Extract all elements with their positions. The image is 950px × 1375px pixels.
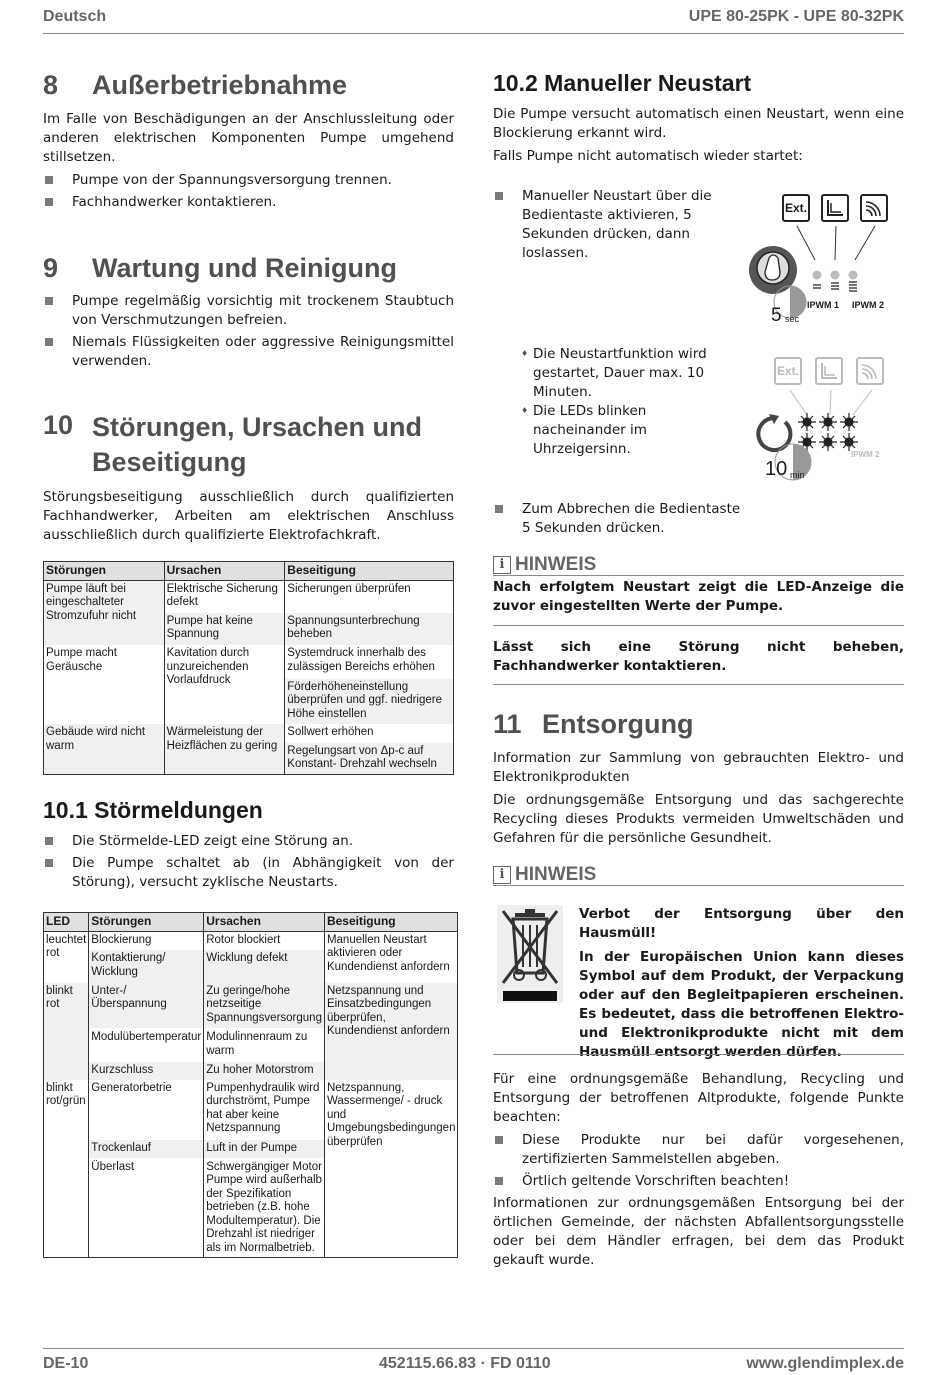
table-row: Trockenlauf Luft in der Pumpe <box>44 1140 458 1159</box>
ext-key-icon: Ext. <box>782 194 810 222</box>
minutes-unit: min <box>790 470 805 480</box>
ext-key-icon: Ext. <box>774 357 802 385</box>
disposal-warning-text: In der Europäischen Union kann dieses Symbol auf dem Produkt, der Verpackung oder auf den Begleitpapieren erscheinen. Es bedeutet, dass die betroffenen Elektro- und Elektronikprodukte nicht mit dem Hausmüll entsorgt werden dürfen. <box>579 949 904 1060</box>
list-item: Pumpe von der Spannungsversorgung trennen. <box>43 171 454 190</box>
paragraph: Informationen zur ordnungsgemäßen Entsorgung bei der örtlichen Gemeinde, der nächsten Abfallentsorgungsstelle oder bei dem Händler erfragen, bei dem das Produkt gekauft wurde. <box>493 1195 904 1268</box>
info-icon: i <box>493 866 511 884</box>
section-8-list <box>43 171 454 212</box>
restart-result-list <box>521 345 734 459</box>
paragraph: Information zur Sammlung von gebrauchten Elektro- und Elektronikprodukten <box>493 750 904 785</box>
ipwm1-label: IPWM 1 <box>807 300 840 310</box>
section-8 <box>43 70 454 215</box>
crossed-bin-icon <box>497 905 563 1003</box>
page-footer <box>43 1348 904 1375</box>
section-10-text: Störungsbeseitigung ausschließlich durch qualifizierten Fachhandwerker, Arbeiten am elektrischen Anschluss ausschließlich durch qualifizierte Elektrofachkraft. <box>43 489 454 543</box>
paragraph: Die ordnungsgemäße Entsorgung und das sachgerechte Recycling dieses Produkts vermeiden Umweltschäden und Gefahren für die persönliche Gesundheit. <box>493 792 904 846</box>
list-item: Manueller Neustart über die Bedientaste aktivieren, 5 Sekunden drücken, dann loslassen. <box>493 187 736 263</box>
footer-page-number: DE-10 <box>43 1355 89 1372</box>
list-item: Fachhandwerker kontaktieren. <box>43 193 454 212</box>
section-10-1 <box>43 797 454 895</box>
disposal-warning <box>579 905 904 1062</box>
paragraph: Für eine ordnungsgemäße Behandlung, Recycling und Entsorgung der betroffenen Altprodukte, folgende Punkte beachten: <box>493 1071 904 1125</box>
table-row: Gebäude wird nicht warm Wärmeleistung der Heizflächen zu gering Sollwert erhöhen <box>44 724 454 742</box>
table-row: leuchtet rot Blockierung Rotor blockiert Manuellen Neustart aktivieren oder Kundendienst anfordern <box>44 931 458 950</box>
table-row: Kurzschluss Zu hoher Motorstrom <box>44 1062 458 1080</box>
cancel-step-list <box>493 500 753 541</box>
section-10-2 <box>493 70 904 166</box>
table-row: Pumpe läuft bei eingeschalteter Stromzufuhr nicht Elektrische Sicherung defekt Sicherungen überprüfen <box>44 580 454 612</box>
restart-running-figure <box>745 350 905 490</box>
section-9-list <box>43 292 454 371</box>
list-item: Die Störmelde-LED zeigt eine Störung an. <box>43 832 454 851</box>
list-item: Niemals Flüssigkeiten oder aggressive Reinigungsmittel verwenden. <box>43 333 454 371</box>
header-model: UPE 80-25PK - UPE 80-32PK <box>688 8 904 25</box>
table-header: Ursachen <box>164 562 285 581</box>
divider <box>493 684 904 687</box>
pointer-lines <box>745 190 905 335</box>
section-11 <box>493 709 904 848</box>
table-row: blinkt rot/grün Generatorbetrie Pumpenhydraulik wird durchströmt, Pumpe hat aber keine Netzspannung Netzspannung, Wassermenge/ - druck und Umgebungsbedingungen überprüfen <box>44 1080 458 1140</box>
table-header: Störungen <box>89 913 204 932</box>
list-item: Zum Abbrechen die Bedientaste 5 Sekunden drücken. <box>493 500 753 538</box>
list-item: ♦ Die LEDs blinken nacheinander im Uhrzeigersinn. <box>521 402 734 459</box>
table-header: LED <box>44 913 89 932</box>
info-icon: i <box>493 556 511 574</box>
table-header: Ursachen <box>204 913 325 932</box>
note-disposal <box>493 864 904 886</box>
section-9 <box>43 253 454 374</box>
paragraph: Falls Pumpe nicht automatisch wieder startet: <box>493 148 803 164</box>
section-10-1-list <box>43 832 454 892</box>
restart-step-list <box>493 187 736 266</box>
list-item: ♦ Die Neustartfunktion wird gestartet, Dauer max. 10 Minuten. <box>521 345 734 402</box>
header-language: Deutsch <box>43 8 107 25</box>
table-row: blinkt rot Unter-/Überspannung Zu geringe/hohe netzseitige Spannungsversorgung Netzspannung und Einsatzbedingungen überprüfen, Kundendienst anfordern <box>44 983 458 1029</box>
minutes-number: 10 <box>765 458 788 480</box>
table-row: Pumpe macht Geräusche Kavitation durch unzureichenden Vorlaufdruck Systemdruck innerhalb des zulässigen Bereichs erhöhen <box>44 645 454 678</box>
seconds-unit: sec <box>785 314 800 324</box>
section-10 <box>43 410 454 545</box>
list-item: Die Pumpe schaltet ab (in Abhängigkeit von der Störung), versucht zyklische Neustarts. <box>43 854 454 892</box>
divider <box>493 1054 904 1056</box>
section-8-text: Im Falle von Beschädigungen an der Anschlussleitung oder anderen elektrischen Komponenten Pumpe umgehend stillsetzen. <box>43 111 454 165</box>
section-10-2-heading: 10.2 Manueller Neustart <box>493 70 752 96</box>
restart-button-figure <box>745 190 905 335</box>
note-text: Nach erfolgtem Neustart zeigt die LED-Anzeige die zuvor eingestellten Werte der Pumpe. <box>493 578 904 626</box>
note-text: Lässt sich eine Störung nicht beheben, Fachhandwerker kontaktieren. <box>493 639 904 674</box>
seconds-number: 5 <box>771 305 782 326</box>
table-row: Überlast Schwergängiger Motor Pumpe wird außerhalb der Spezifikation betrieben (z.B. hohe Modultemperatur). Die Drehzahl ist niedriger als im Normalbetrieb. <box>44 1158 458 1258</box>
list-item: Pumpe regelmäßig vorsichtig mit trockenem Staubtuch von Verschmutzungen befreien. <box>43 292 454 330</box>
table-row: Kontaktierung/ Wicklung Wicklung defekt <box>44 950 458 983</box>
disposal-warning-title: Verbot der Entsorgung über den Hausmüll! <box>579 906 904 941</box>
section-8-heading: 8 Außerbetriebnahme <box>43 70 348 100</box>
ipwm2-label: IPWM 2 <box>852 300 885 310</box>
table-header: Störungen <box>44 562 165 581</box>
disposal-instructions <box>493 1070 904 1270</box>
section-10-1-heading: 10.1 Störmeldungen <box>43 797 263 823</box>
note-restart <box>493 554 904 676</box>
table-header: Beseitigung <box>285 562 454 581</box>
table-row: Regelungsart von Δp-c auf Konstant- Drehzahl wechseln <box>44 742 454 774</box>
section-11-heading: 11 Entsorgung <box>493 709 694 739</box>
list-item: Örtlich geltende Vorschriften beachten! <box>493 1172 904 1191</box>
ipwm2-label: IPWM 2 <box>851 450 880 459</box>
troubleshooting-table <box>43 561 454 775</box>
footer-website-link[interactable]: www.glendimplex.de <box>746 1355 904 1372</box>
table-header: Beseitigung <box>324 913 458 932</box>
section-10-heading: 10 Störungen, Ursachen und Beseitigung <box>43 410 423 477</box>
table-row: Pumpe hat keine Spannung Spannungsunterbrechung beheben <box>44 612 454 645</box>
section-9-heading: 9 Wartung und Reinigung <box>43 253 397 283</box>
list-item: Diese Produkte nur bei dafür vorgesehenen, zertifizierten Sammelstellen abgeben. <box>493 1131 904 1169</box>
note-heading: i HINWEIS <box>493 864 904 886</box>
page-header <box>43 6 904 34</box>
paragraph: Die Pumpe versucht automatisch einen Neustart, wenn eine Blockierung erkannt wird. <box>493 106 904 141</box>
table-row: Modulübertemperatur Modulinnenraum zu warm <box>44 1029 458 1062</box>
table-row: Förderhöheneinstellung überprüfen und ggf. niedrigere Höhe einstellen <box>44 678 454 724</box>
disposal-list <box>493 1131 904 1191</box>
footer-doc-number: 452115.66.83 · FD 0110 <box>379 1355 551 1372</box>
note-heading: i HINWEIS <box>493 554 904 576</box>
fault-message-table <box>43 912 458 1258</box>
